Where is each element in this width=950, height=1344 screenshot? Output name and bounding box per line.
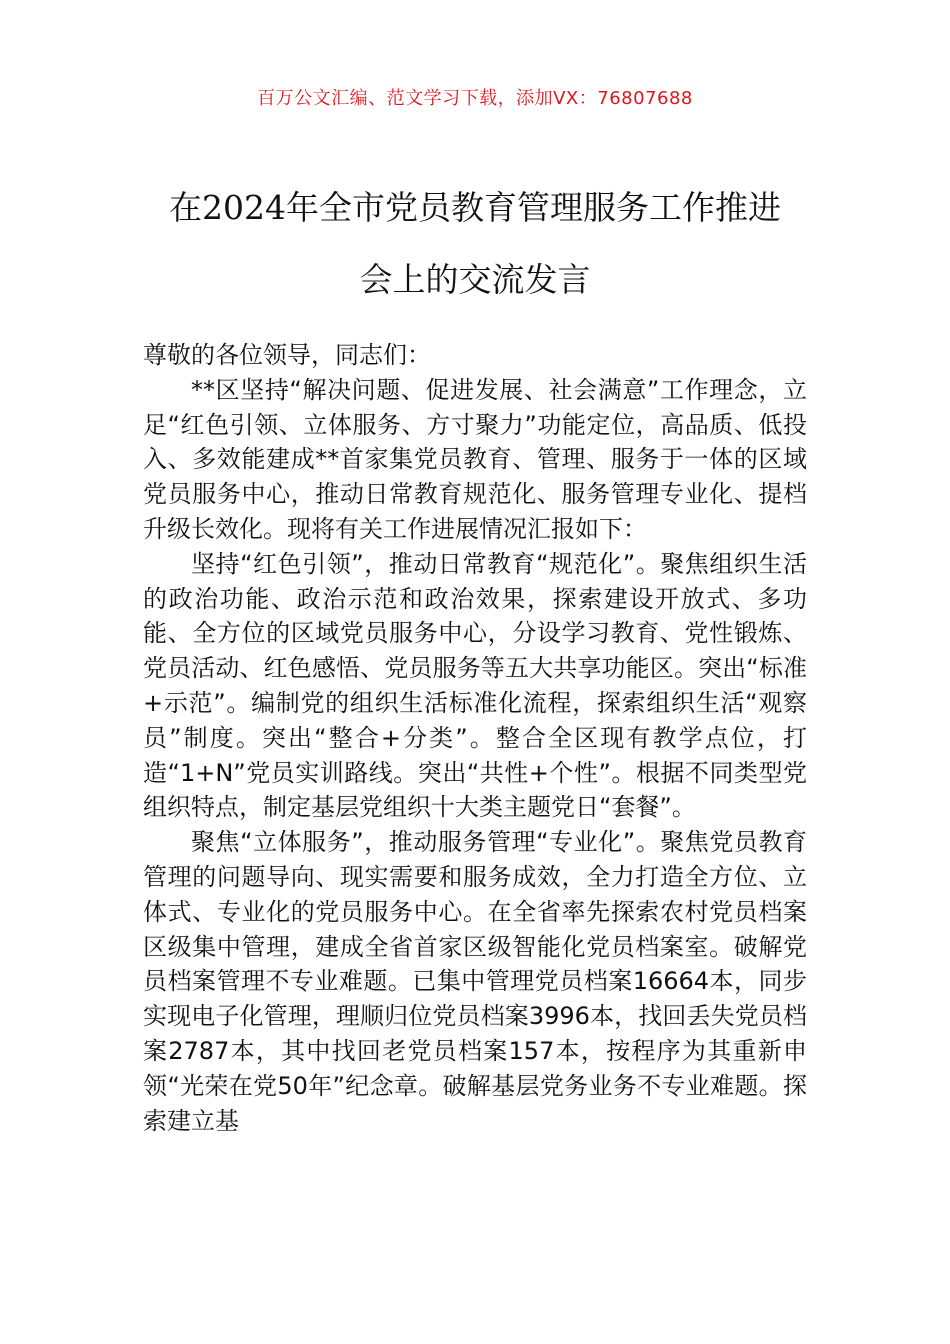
header-watermark-note: 百万公文汇编、范文学习下载，添加VX：76807688: [257, 88, 693, 109]
title-line-1: 在2024年全市党员教育管理服务工作推进: [169, 188, 781, 227]
document-body: [143, 338, 807, 1138]
document-title: [110, 172, 840, 316]
paragraph-service-management: 聚焦“立体服务”，推动服务管理“专业化”。聚焦党员教育管理的问题导向、现实需要和服务成效，全力打造全方位、立体式、专业化的党员服务中心。在全省率先探索农村党员档案区级集中管理，建成全省首家区级智能化党员档案室。破解党员档案管理不专业难题。已集中管理党员档案16664本，同步实现电子化管理，理顺归位党员档案3996本，找回丢失党员档案2787本，其中找回老党员档案157本，按程序为其重新申领“光荣在党50年”纪念章。破解基层党务业务不专业难题。探索建立基: [143, 828, 807, 1135]
paragraph-intro: **区坚持“解决问题、促进发展、社会满意”工作理念，立足“红色引领、立体服务、方寸聚力”功能定位，高品质、低投入、多效能建成**首家集党员教育、管理、服务于一体的区域党员服务中心，推动日常教育规范化、服务管理专业化、提档升级长效化。现将有关工作进展情况汇报如下：: [143, 375, 807, 543]
salutation: 尊敬的各位领导，同志们：: [143, 341, 431, 369]
title-line-2: 会上的交流发言: [359, 260, 591, 299]
paragraph-red-leadership: 坚持“红色引领”，推动日常教育“规范化”。聚焦组织生活的政治功能、政治示范和政治效果，探索建设开放式、多功能、全方位的区域党员服务中心，分设学习教育、党性锻炼、党员活动、红色感悟、党员服务等五大共享功能区。突出“标准+示范”。编制党的组织生活标准化流程，探索组织生活“观察员”制度。突出“整合+分类”。整合全区现有教学点位，打造“1+N”党员实训路线。突出“共性+个性”。根据不同类型党组织特点，制定基层党组织十大类主题党日“套餐”。: [143, 549, 807, 822]
